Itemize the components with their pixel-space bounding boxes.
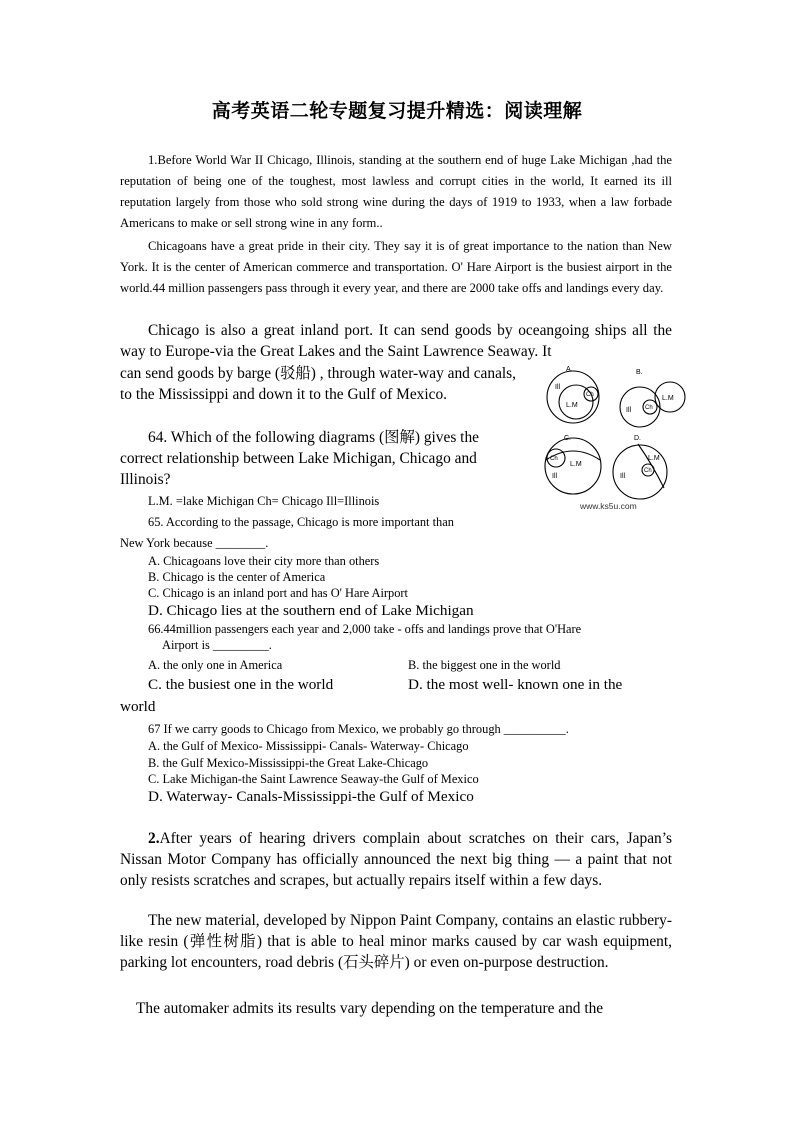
question-67-option-c: C. Lake Michigan-the Saint Lawrence Seaway-the Gulf of Mexico (148, 772, 479, 786)
diagram-d-ch-label: Ch (644, 468, 652, 474)
diagram-c-ch-label: Ch (550, 456, 558, 462)
diagram-watermark: www.ks5u.com (580, 501, 637, 511)
diagram-label-a: A. (566, 366, 573, 373)
question-65-option-b: B. Chicago is the center of America (148, 570, 326, 584)
diagram-b-ill-label: Ill (626, 407, 632, 414)
diagram-a-ill-label: Ill (555, 384, 561, 391)
passage1-paragraph-1: 1.Before World War II Chicago, Illinois, standing at the southern end of huge Lake Michigan ,had the reputation of being one of the toughest, most lawless and corrupt cities in the world, It earned its ill reputation largely from those who sold strong wine during the days of 1919 to 1933, when a law forbade Americans to make or sell strong wine in any form.. (120, 153, 672, 230)
passage2-number: 2. (148, 830, 160, 847)
question-66: 66.44million passengers each year and 2,000 take - offs and landings prove that O'Hare (148, 622, 582, 636)
passage2-paragraph-1 (120, 828, 672, 891)
diagram-c-lm-label: L.M (570, 461, 582, 468)
diagram-d-inner-arc (638, 444, 664, 488)
question-65-option-c: C. Chicago is an inland port and has O' Hare Airport (148, 586, 408, 600)
diagram-d-ill-label: Ill (620, 473, 626, 480)
question-66-continued: Airport is _________. (162, 638, 272, 652)
question-67-option-d: D. Waterway- Canals-Mississippi-the Gulf of Mexico (148, 788, 474, 805)
diagram-legend: L.M. =lake Michigan Ch= Chicago Ill=Illinois (148, 494, 380, 508)
diagram-label-c: C. (564, 435, 571, 442)
diagram-a-lm-label: L.M (566, 402, 578, 409)
question-67-option-a: A. the Gulf of Mexico- Mississippi- Canals- Waterway- Chicago (148, 739, 469, 753)
diagram-a-ch-label: Ch (586, 392, 594, 398)
question-66-option-a: A. the only one in America (148, 658, 283, 672)
passage2-paragraph-1-text: After years of hearing drivers complain about scratches on their cars, Japan’s Nissan Motor Company has officially announced the next big thing — a paint that not only resists scratches and scrapes, but actually repairs itself within a few days. (120, 830, 672, 889)
diagram-d-lm-label: L.M (648, 455, 660, 462)
passage2-paragraph-2: The new material, developed by Nippon Paint Company, contains an elastic rubbery-like resin (弹性树脂) that is able to heal minor marks caused by car wash equipment, parking lot encounters, road debris (石头碎片) or even on-purpose destruction. (120, 912, 672, 971)
relationship-diagram (540, 364, 702, 516)
passage1-paragraph-3-continued: can send goods by barge (驳船) , through water-way and canals, to the Mississippi and down it to the Gulf of Mexico. (120, 365, 517, 403)
question-66-option-d-continued: world (120, 698, 156, 715)
passage1-paragraph-2: Chicagoans have a great pride in their city. They say it is of great importance to the nation than New York. It is the center of American commerce and transportation. O' Hare Airport is the busiest airport in the world.44 million passengers pass through it every year, and there are 2000 take offs and landings every day. (120, 239, 672, 295)
question-65: 65. According to the passage, Chicago is more important than (148, 515, 454, 529)
question-67-option-b: B. the Gulf Mexico-Mississippi-the Great Lake-Chicago (148, 756, 429, 770)
passage2-paragraph-3: The automaker admits its results vary depending on the temperature and the (136, 1000, 604, 1017)
question-65-option-a: A. Chicagoans love their city more than others (148, 554, 380, 568)
question-65-continued: New York because ________. (120, 536, 269, 550)
question-65-option-d: D. Chicago lies at the southern end of Lake Michigan (148, 602, 474, 619)
diagram-label-d: D. (634, 435, 641, 442)
diagram-d-outer-circle (613, 445, 667, 499)
question-64: 64. Which of the following diagrams (图解) gives the correct relationship between Lake Michigan, Chicago and Illinois? (120, 429, 479, 488)
diagram-label-b: B. (636, 369, 643, 376)
question-66-option-d: D. the most well- known one in the (408, 676, 623, 693)
page-title: 高考英语二轮专题复习提升精选：阅读理解 (211, 100, 583, 122)
diagram-b-lm-label: L.M (662, 395, 674, 402)
diagram-c-ill-label: Ill (552, 473, 558, 480)
diagram-b-ch-label: Ch (645, 405, 653, 411)
passage1-paragraph-3: Chicago is also a great inland port. It can send goods by oceangoing ships all the way to Europe-via the Great Lakes and the Saint Lawrence Seaway. It (120, 322, 672, 360)
question-66-option-c: C. the busiest one in the world (148, 676, 334, 693)
question-66-option-b: B. the biggest one in the world (408, 658, 561, 672)
question-67: 67 If we carry goods to Chicago from Mexico, we probably go through __________. (148, 722, 569, 736)
